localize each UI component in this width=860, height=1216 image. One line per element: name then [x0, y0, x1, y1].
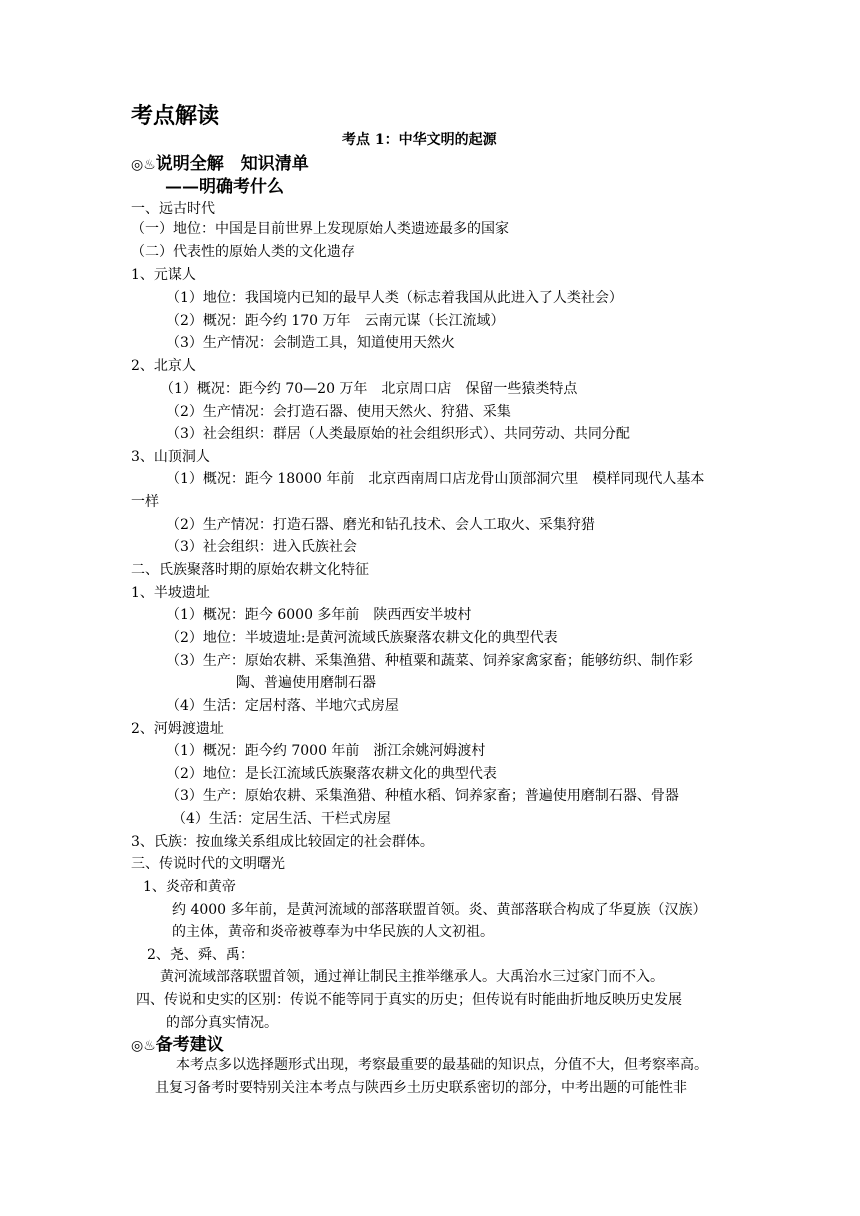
- text-line: （4）生活：定居生活、干栏式房屋: [172, 811, 391, 827]
- text-line: 三、传说时代的文明曙光: [131, 856, 285, 872]
- text-line: （2）生产情况：会打造石器、使用天然火、狩猎、采集: [166, 404, 511, 420]
- text-line: 1、炎帝和黄帝: [143, 879, 236, 895]
- text-line: 四、传说和史实的区别：传说不能等同于真实的历史；但传说有时能曲折地反映历史发展: [136, 992, 682, 1008]
- text-line: （2）地位：是长江流域氏族聚落农耕文化的典型代表: [166, 766, 497, 782]
- text-line: （3）社会组织：进入氏族社会: [166, 539, 357, 555]
- text-line: （2）地位：半坡遗址:是黄河流域氏族聚落农耕文化的典型代表: [166, 630, 558, 646]
- text-line: 2、尧、舜、禹：: [147, 947, 254, 963]
- text-line: 一样: [131, 494, 159, 510]
- text-line: 2、北京人: [131, 358, 196, 374]
- text-line: 黄河流域部落联盟首领，通过禅让制民主推举继承人。大禹治水三过家门而不入。: [160, 969, 664, 985]
- section-heading-text: 说明全解 知识清单: [155, 154, 309, 174]
- text-line: 3、氏族：按血缘关系组成比较固定的社会群体。: [131, 834, 434, 850]
- text-line: 二、氏族聚落时期的原始农耕文化特征: [131, 562, 369, 578]
- section-subheading: ——明确考什么: [165, 177, 284, 197]
- text-line: （1）地位：我国境内已知的最早人类（标志着我国从此进入了人类社会）: [166, 290, 623, 306]
- text-line: （二）代表性的原始人类的文化遗存: [131, 244, 355, 260]
- text-line: 1、半坡遗址: [131, 585, 210, 601]
- section-glyph-icon: ◎♨: [131, 1038, 156, 1054]
- text-line: （3）生产：原始农耕、采集渔猎、种植粟和蔬菜、饲养家禽家畜；能够纺织、制作彩: [166, 653, 693, 669]
- text-line: 本考点多以选择题形式出现，考察最重要的最基础的知识点，分值不大，但考察率高。: [176, 1057, 708, 1073]
- text-line: （2）生产情况：打造石器、磨光和钻孔技术、会人工取火、采集狩猎: [166, 517, 595, 533]
- page-title: 考点解读: [131, 103, 220, 129]
- text-line: 的主体，黄帝和炎帝被尊奉为中华民族的人文初祖。: [172, 924, 494, 940]
- text-line: （1）概况：距今 18000 年前 北京西南周口店龙骨山顶部洞穴里 模样同现代人基本: [166, 471, 705, 487]
- text-line: （3）社会组织：群居（人类最原始的社会组织形式）、共同劳动、共同分配: [166, 426, 630, 442]
- text-line: 且复习备考时要特别关注本考点与陕西乡土历史联系密切的部分，中考出题的可能性非: [155, 1080, 687, 1096]
- text-line: （3）生产情况：会制造工具，知道使用天然火: [166, 335, 455, 351]
- text-line: （1）概况：距今 6000 多年前 陕西西安半坡村: [166, 607, 472, 623]
- text-line: （3）生产：原始农耕、采集渔猎、种植水稻、饲养家畜；普遍使用磨制石器、骨器: [166, 788, 679, 804]
- text-line: 的部分真实情况。: [166, 1015, 278, 1031]
- text-line: （4）生活：定居村落、半地穴式房屋: [166, 698, 399, 714]
- text-line: （2）概况：距今约 170 万年 云南元谋（长江流域）: [166, 313, 505, 329]
- text-line: 1、元谋人: [131, 267, 196, 283]
- text-line: （1）概况：距今约 7000 年前 浙江余姚河姆渡村: [166, 743, 486, 759]
- text-line: 陶、普遍使用磨制石器: [236, 675, 376, 691]
- text-line: 2、河姆渡遗址: [131, 721, 224, 737]
- section-heading-text: 备考建议: [155, 1035, 224, 1055]
- text-line: （一）地位：中国是目前世界上发现原始人类遗迹最多的国家: [131, 221, 509, 237]
- section-heading-knowledge: [131, 152, 309, 177]
- topic-title: 考点 1：中华文明的起源: [342, 132, 497, 148]
- section-glyph-icon: ◎♨: [131, 157, 156, 173]
- text-line: 一、远古时代: [131, 201, 215, 217]
- text-line: 约 4000 多年前，是黄河流域的部落联盟首领。炎、黄部落联合构成了华夏族（汉族）: [172, 902, 707, 918]
- text-line: （1）概况：距今约 70—20 万年 北京周口店 保留一些猿类特点: [160, 381, 578, 397]
- text-line: 3、山顶洞人: [131, 449, 210, 465]
